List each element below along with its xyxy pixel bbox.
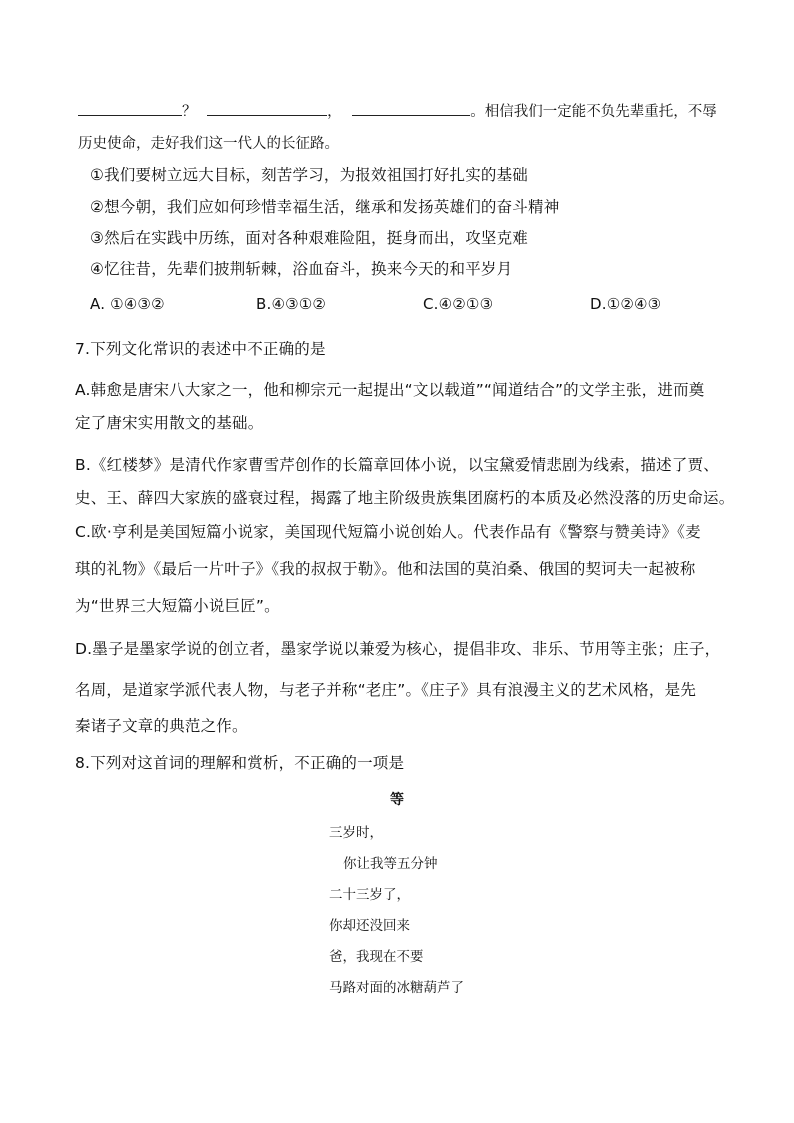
q7-option-b-line2: 史、王、薛四大家族的盛衰过程，揭露了地主阶级贵族集团腐朽的本质及必然没落的历史命运。 — [75, 489, 735, 507]
poem-title: 等 — [390, 792, 404, 808]
q6-option-b[interactable]: B.④③①② — [256, 295, 327, 313]
q6-item-4: ④忆往昔，先辈们披荆斩棘，浴血奋斗，换来今天的和平岁月 — [90, 260, 513, 278]
q7-option-c-line2: 琪的礼物》《最后一片叶子》《我的叔叔于勒》。他和法国的莫泊桑、俄国的契诃夫一起被称 — [75, 560, 696, 578]
q7-option-b-line1: B.《红楼梦》是清代作家曹雪芹创作的长篇章回体小说，以宝黛爱情悲剧为线索，描述了贾、 — [75, 456, 719, 474]
q6-option-d[interactable]: D.①②④③ — [590, 295, 662, 313]
poem-line-6: 马路对面的冰糖葫芦了 — [329, 980, 464, 996]
q7-option-c-line1: C.欧·亨利是美国短篇小说家，美国现代短篇小说创始人。代表作品有《警察与赞美诗》《麦 — [75, 523, 701, 541]
q6-item-1: ①我们要树立远大目标，刻苦学习，为报效祖国打好扎实的基础 — [90, 166, 528, 184]
q7-option-a-line1: A.韩愈是唐宋八大家之一，他和柳宗元一起提出“文以载道”“闻道结合”的文学主张，进而奠 — [75, 381, 705, 399]
q7-option-d-line2: 名周，是道家学派代表人物，与老子并称“老庄”。《庄子》具有浪漫主义的艺术风格，是先 — [75, 681, 697, 699]
q7-stem: 7.下列文化常识的表述中不正确的是 — [75, 340, 326, 358]
answer-blank-3[interactable] — [352, 114, 470, 116]
answer-blank-2[interactable] — [207, 114, 327, 116]
q6-line1-tail: 。相信我们一定能不负先辈重托，不辱 — [470, 104, 717, 120]
answer-blank-1[interactable] — [78, 114, 182, 116]
q6-item-3: ③然后在实践中历练，面对各种艰难险阻，挺身而出，攻坚克难 — [90, 229, 528, 247]
q6-option-a[interactable]: A. ①④③② — [90, 295, 165, 313]
q7-option-c-line3: 为“世界三大短篇小说巨匠”。 — [75, 597, 280, 615]
q6-item-2: ②想今朝，我们应如何珍惜幸福生活，继承和发扬英雄们的奋斗精神 — [90, 198, 560, 216]
q6-separator-1: ？ — [182, 104, 197, 120]
poem-line-4: 你却还没回来 — [329, 918, 410, 934]
poem-line-3: 二十三岁了， — [329, 887, 410, 903]
poem-line-2: 你让我等五分钟 — [343, 856, 438, 872]
poem-line-5: 爸，我现在不要 — [329, 949, 424, 965]
q7-option-a-line2: 定了唐宋实用散文的基础。 — [75, 414, 264, 432]
q6-option-c[interactable]: C.④②①③ — [423, 295, 494, 313]
poem-line-1: 三岁时， — [329, 825, 383, 841]
q7-option-d-line3: 秦诸子文章的典范之作。 — [75, 717, 248, 735]
q7-option-d-line1: D.墨子是墨家学说的创立者，墨家学说以兼爱为核心，提倡非攻、非乐、节用等主张；庄子， — [75, 640, 721, 658]
q6-line1 — [78, 100, 717, 121]
q6-separator-2: ， — [327, 104, 342, 120]
q8-stem: 8.下列对这首词的理解和赏析，不正确的一项是 — [75, 754, 405, 772]
q6-line2: 历史使命，走好我们这一代人的长征路。 — [78, 136, 339, 152]
